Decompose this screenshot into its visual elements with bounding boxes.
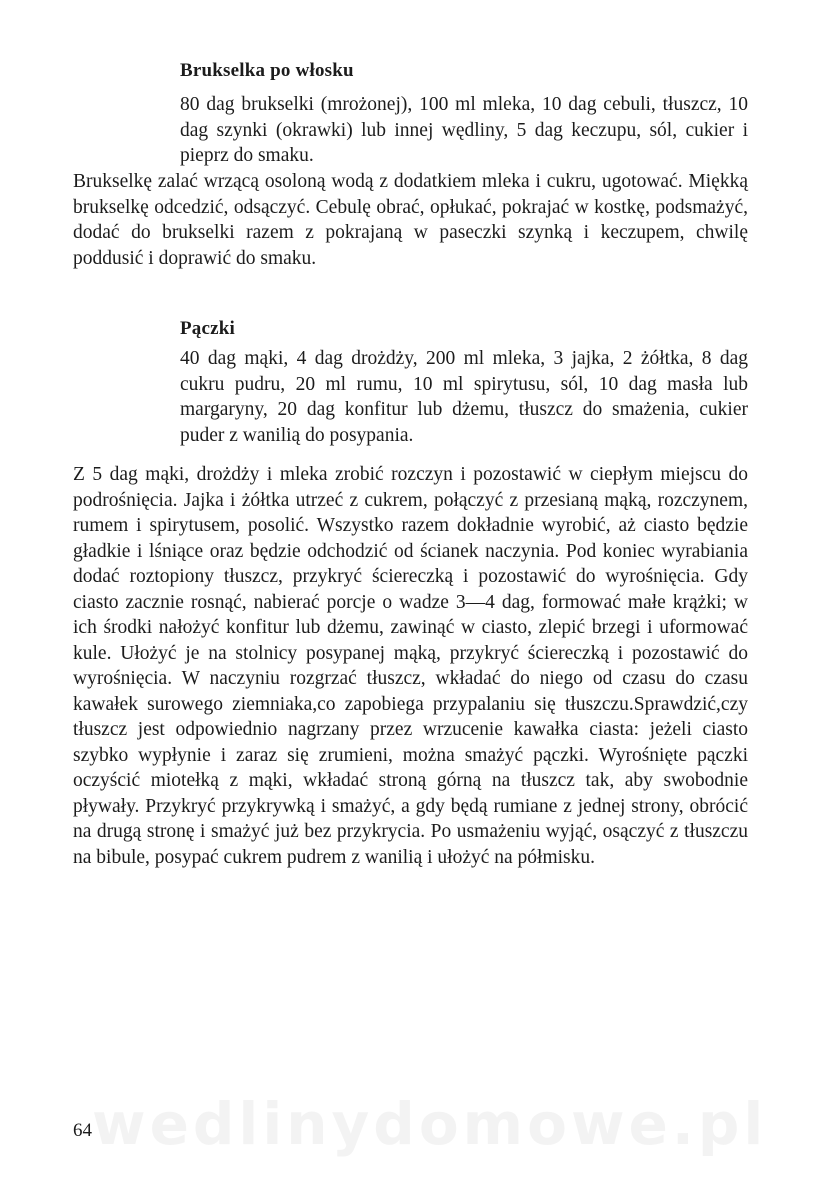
- ingredients-brukselka: 80 dag brukselki (mrożonej), 100 ml mleka, 10 dag cebuli, tłuszcz, 10 dag szynki (okrawki) lub innej wędliny, 5 dag keczupu, sól, cukier i pieprz do smaku.: [180, 94, 748, 166]
- recipe-title-paczki: Pączki: [180, 318, 236, 339]
- page-number: 64: [73, 1120, 92, 1141]
- ingredients-paczki: 40 dag mąki, 4 dag drożdży, 200 ml mleka, 3 jajka, 2 żółtka, 8 dag cukru pudru, 20 ml rumu, 10 ml spirytusu, sól, 10 dag masła lub margaryny, 20 dag konfitur lub dżemu, tłuszcz do smażenia, cukier puder z wanilią do posypania.: [180, 348, 748, 446]
- watermark: wedlinydomowe.pl: [92, 1090, 768, 1158]
- instructions-paczki: Z 5 dag mąki, drożdży i mleka zrobić rozczyn i pozostawić w ciepłym miejscu do podrośnięcia. Jajka i żółtka utrzeć z cukrem, połączyć z przesianą mąką, rozczynem, rumem i spirytusem, posolić. Wszystko razem dokładnie wyrobić, aż ciasto będzie gładkie i lśniące oraz będzie odchodzić od ścianek naczynia. Pod koniec wyrabiania dodać roztopiony tłuszcz, przykryć ściereczką i pozostawić do wyrośnięcia. Gdy ciasto zacznie rosnąć, nabierać porcje o wadze 3—4 dag, formować małe krążki; w ich środki nałożyć konfitur lub dżemu, zawinąć w ciasto, zlepić brzegi i uformować kule. Ułożyć je na stolnicy posypanej mąką, przykryć ściereczką i pozostawić do wyrośnięcia. W naczyniu rozgrzać tłuszcz, wkładać do niego od czasu do czasu kawałek surowego ziemniaka,co zapobiega przypalaniu się tłuszczu.Sprawdzić,czy tłuszcz jest odpowiednio nagrzany przez wrzucenie kawałka ciasta: jeżeli ciasto szybko wypłynie i zaraz się zrumieni, można smażyć pączki. Wyrośnięte pączki oczyścić miotełką z mąki, wkładać stroną górną na tłuszcz tak, aby swobodnie pływały. Przykryć przykrywką i smażyć, a gdy będą rumiane z jednej strony, obrócić na drugą stronę i smażyć już bez przykrycia. Po usmażeniu wyjąć, osączyć z tłuszczu na bibule, posypać cukrem pudrem z wanilią i ułożyć na półmisku.: [73, 464, 748, 868]
- recipe-title-brukselka: Brukselka po włosku: [180, 60, 354, 81]
- instructions-brukselka: Brukselkę zalać wrzącą osoloną wodą z dodatkiem mleka i cukru, ugotować. Miękką brukselkę odcedzić, odsączyć. Cebulę obrać, opłukać, pokrajać w kostkę, podsmażyć, dodać do brukselki razem z pokrajaną w paseczki szynką i keczupem, chwilę poddusić i doprawić do smaku.: [73, 171, 748, 269]
